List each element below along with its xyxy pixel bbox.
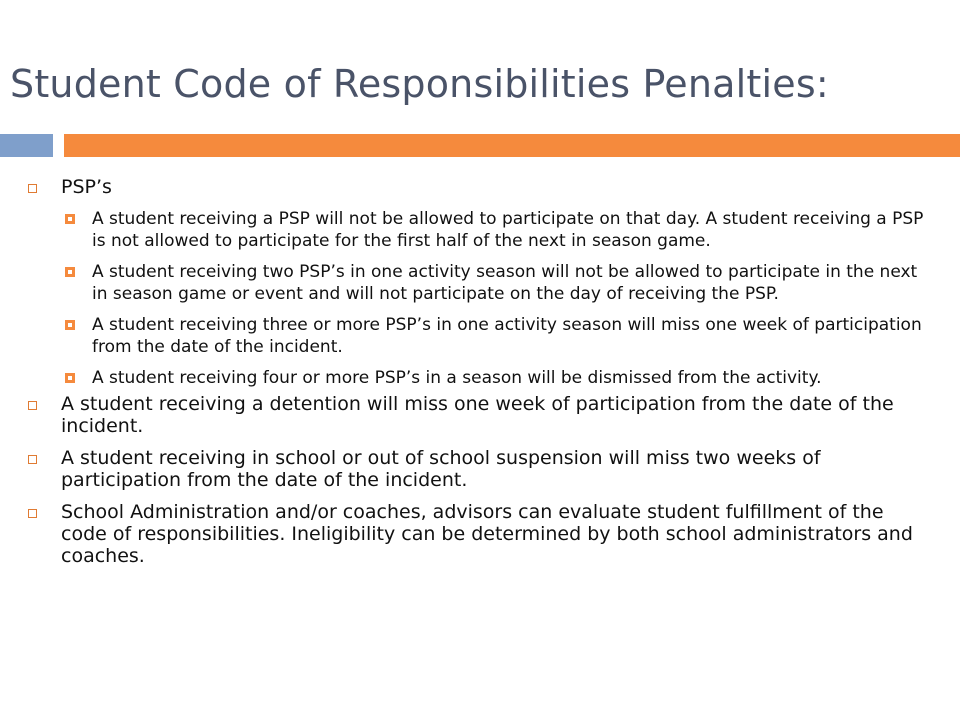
bullet-detention bbox=[25, 393, 935, 437]
sub-bullet-text: A student receiving three or more PSP’s in one activity season will miss one week of participation from the date of the incident. bbox=[92, 315, 922, 357]
sub-bullet-psp-three bbox=[61, 314, 935, 358]
hollow-square-bullet-icon bbox=[28, 509, 37, 518]
filled-square-bullet-icon bbox=[65, 267, 75, 277]
title-accent-bar-blue bbox=[0, 134, 53, 157]
bullet-suspension-text: A student receiving in school or out of school suspension will miss two weeks of participation from the date of the incident. bbox=[61, 447, 821, 491]
bullet-psp bbox=[25, 176, 935, 389]
sub-bullet-psp-four bbox=[61, 367, 935, 389]
filled-square-bullet-icon bbox=[65, 373, 75, 383]
hollow-square-bullet-icon bbox=[28, 455, 37, 464]
sub-bullet-text: A student receiving a PSP will not be allowed to participate on that day. A student receiving a PSP is not allowed to participate for the first half of the next in season game. bbox=[92, 209, 924, 251]
bullet-administration bbox=[25, 501, 935, 567]
slide-title: Student Code of Responsibilities Penalties: bbox=[10, 62, 829, 106]
bullet-psp-text: PSP’s bbox=[61, 176, 112, 198]
sub-bullet-psp-two bbox=[61, 261, 935, 305]
sub-bullet-psp-one bbox=[61, 208, 935, 252]
sub-bullet-text: A student receiving two PSP’s in one activity season will not be allowed to participate in the next in season game or event and will not participate on the day of receiving the PSP. bbox=[92, 262, 918, 304]
bullet-suspension bbox=[25, 447, 935, 491]
hollow-square-bullet-icon bbox=[28, 401, 37, 410]
filled-square-bullet-icon bbox=[65, 214, 75, 224]
title-accent-bar-orange bbox=[64, 134, 960, 157]
bullet-list bbox=[25, 176, 935, 567]
bullet-administration-text: School Administration and/or coaches, advisors can evaluate student fulfillment of the code of responsibilities. Ineligibility can be determined by both school administrators and coaches. bbox=[61, 501, 913, 567]
bullet-detention-text: A student receiving a detention will miss one week of participation from the date of the incident. bbox=[61, 393, 894, 437]
hollow-square-bullet-icon bbox=[28, 184, 37, 193]
filled-square-bullet-icon bbox=[65, 320, 75, 330]
sub-bullet-text: A student receiving four or more PSP’s in a season will be dismissed from the activity. bbox=[92, 368, 822, 388]
psp-sub-list bbox=[61, 208, 935, 389]
slide-content bbox=[25, 176, 935, 577]
